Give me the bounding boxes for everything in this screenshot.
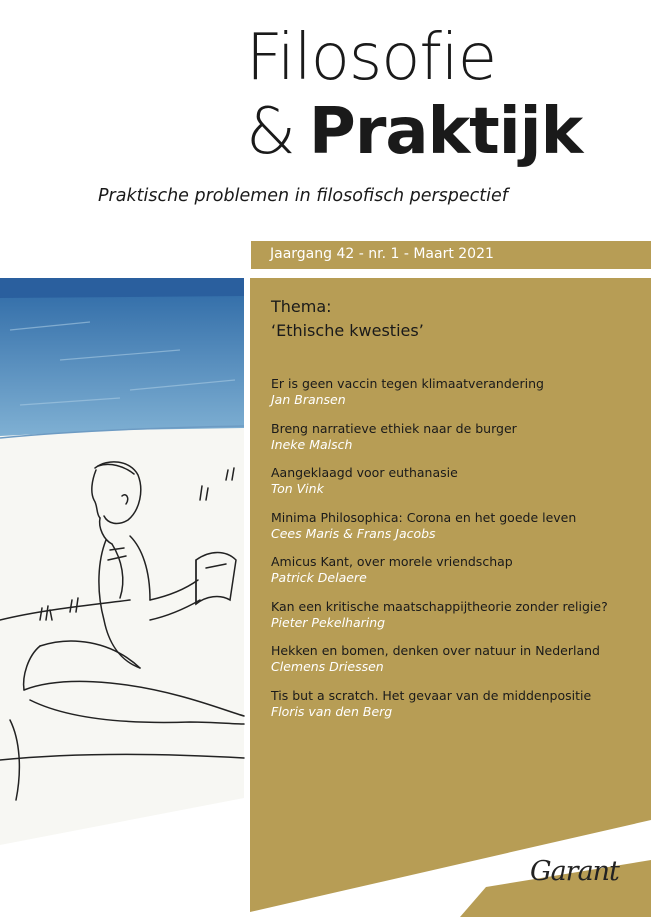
publisher-logo: Garant: [530, 856, 619, 887]
article-item: [271, 554, 641, 599]
article-title: Minima Philosophica: Corona en het goede leven: [271, 509, 577, 525]
article-title: Er is geen vaccin tegen klimaatverandering: [271, 376, 544, 391]
article-item: [271, 421, 641, 466]
article-title: Tis but a scratch. Het gevaar van de middenpositie: [271, 687, 592, 703]
article-title: Aangeklaagd voor euthanasie: [271, 465, 458, 480]
article-item: [271, 599, 641, 644]
article-author: Jan Bransen: [271, 392, 346, 407]
article-title: Hekken en bomen, denken over natuur in Nederland: [271, 643, 600, 658]
article-author: Clemens Driessen: [271, 659, 384, 674]
article-item: [271, 376, 641, 421]
journal-title-line1: Filosofie: [246, 21, 497, 95]
article-title: Kan een kritische maatschappijtheorie zonder religie?: [271, 598, 608, 614]
journal-title-line2: [246, 96, 582, 168]
article-list: [271, 376, 641, 732]
article-item: [271, 643, 641, 688]
journal-subtitle: Praktische problemen in filosofisch perspectief: [98, 186, 508, 206]
article-item: [271, 465, 641, 510]
article-title: Amicus Kant, over morele vriendschap: [271, 554, 513, 569]
article-author: Ton Vink: [271, 481, 324, 496]
issue-info: Jaargang 42 - nr. 1 - Maart 2021: [270, 246, 494, 262]
article-author: Ineke Malsch: [271, 436, 353, 452]
title-ampersand: &: [246, 95, 295, 169]
article-title: Breng narratieve ethiek naar de burger: [271, 420, 517, 436]
article-author: Patrick Delaere: [271, 570, 367, 585]
article-item: [271, 510, 641, 555]
theme-value: ‘Ethische kwesties’: [271, 321, 424, 340]
article-author: Pieter Pekelharing: [271, 614, 386, 630]
article-item: [271, 688, 641, 733]
article-author: Cees Maris & Frans Jacobs: [271, 525, 436, 541]
article-author: Floris van den Berg: [271, 703, 393, 719]
title-bold-word: Praktijk: [308, 95, 583, 169]
theme-label: Thema:: [271, 297, 332, 316]
